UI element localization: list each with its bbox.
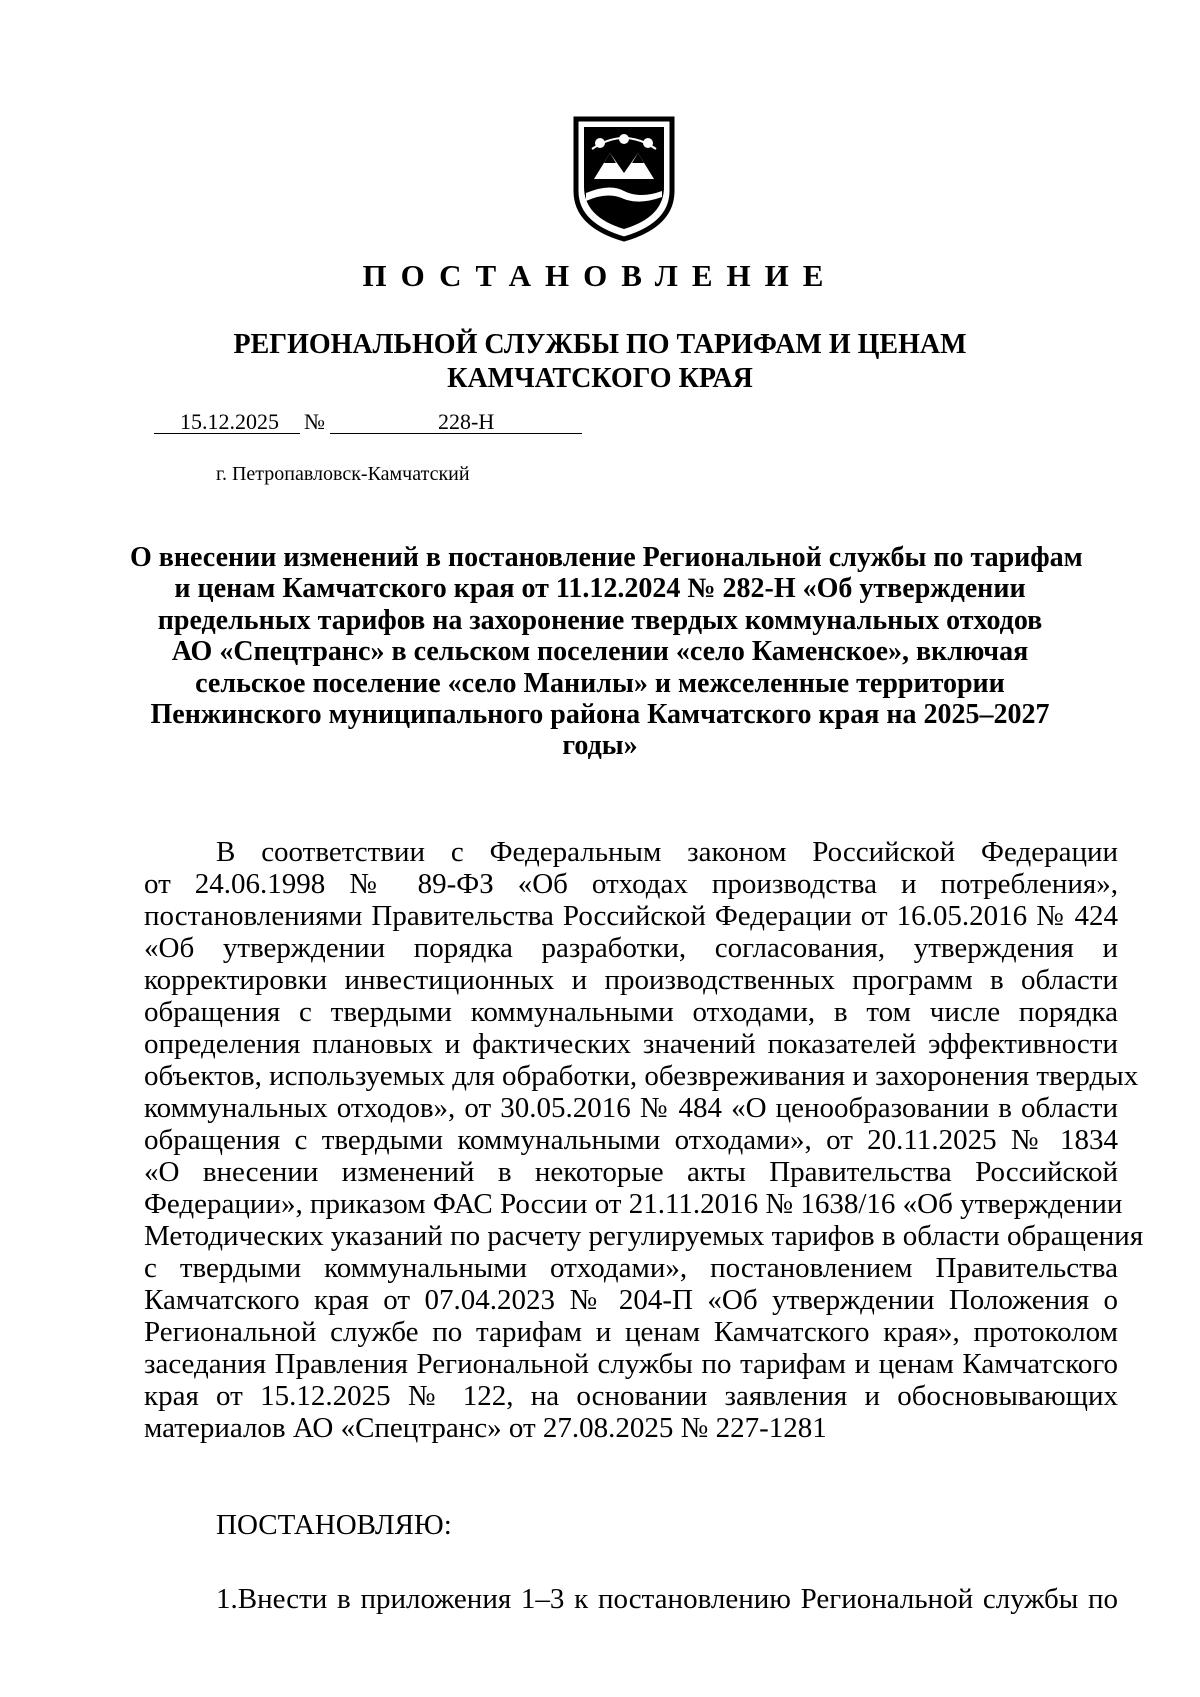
title-line: и ценам Камчатского края от 11.12.2024 № 282-Н «Об утверждении bbox=[174, 573, 1026, 605]
body-line: обращения с твердыми коммунальными отходами», от 20.11.2025 № 1834 bbox=[144, 1124, 1118, 1156]
number-sign: № bbox=[304, 409, 325, 434]
title-line: АО «Спецтранс» в сельском поселении «село Каменское», включая bbox=[171, 636, 1029, 668]
body-line: обращения с твердыми коммунальными отходами, в том числе порядка bbox=[144, 996, 1118, 1028]
body-line: материалов АО «Спецтранс» от 27.08.2025 № 227-1281 bbox=[144, 1412, 827, 1444]
clause-1-text: 1.Внести в приложения 1–3 к постановлению Региональной службы по bbox=[216, 1583, 1118, 1615]
body-line: с твердыми коммунальными отходами», постановлением Правительства bbox=[144, 1252, 1118, 1284]
body-line: коммунальных отходов», от 30.05.2016 № 484 «О ценообразовании в области bbox=[144, 1092, 1118, 1124]
title-line: Пенжинского муниципального района Камчатского края на 2025–2027 bbox=[150, 699, 1050, 731]
body-line: В соответствии с Федеральным законом Российской Федерации bbox=[216, 836, 1118, 868]
document-type-heading: ПОСТАНОВЛЕНИЕ bbox=[362, 258, 838, 293]
document-number: 228-Н bbox=[438, 409, 495, 434]
body-line: Федерации», приказом ФАС России от 21.11.2016 № 1638/16 «Об утверждении bbox=[144, 1188, 1123, 1220]
title-line: О внесении изменений в постановление Региональной службы по тарифам bbox=[130, 542, 1083, 573]
city: г. Петропавловск-Камчатский bbox=[216, 463, 470, 485]
preamble-paragraph bbox=[144, 836, 1144, 1444]
authority-line: КАМЧАТСКОГО КРАЯ bbox=[447, 363, 753, 394]
title-line: годы» bbox=[562, 730, 638, 762]
authority-line: РЕГИОНАЛЬНОЙ СЛУЖБЫ ПО ТАРИФАМ И ЦЕНАМ bbox=[233, 329, 967, 360]
body-line: края от 15.12.2025 № 122, на основании заявления и обосновывающих bbox=[144, 1380, 1118, 1412]
body-line: Региональной службе по тарифам и ценам Камчатского края», протоколом bbox=[144, 1316, 1118, 1348]
body-line: корректировки инвестиционных и производственных программ в области bbox=[144, 964, 1118, 996]
clause-1 bbox=[216, 1582, 1118, 1616]
body-line: заседания Правления Региональной службы по тарифам и ценам Камчатского bbox=[144, 1348, 1118, 1380]
document-title bbox=[130, 542, 1083, 762]
issuing-authority bbox=[0, 328, 1200, 396]
coat-of-arms-icon bbox=[570, 113, 678, 243]
document-date: 15.12.2025 bbox=[180, 409, 279, 434]
body-line: Методических указаний по расчету регулируемых тарифов в области обращения bbox=[144, 1220, 1144, 1252]
body-line: определения плановых и фактических значений показателей эффективности bbox=[144, 1028, 1118, 1060]
body-line: от 24.06.1998 № 89-ФЗ «Об отходах производства и потребления», bbox=[144, 868, 1118, 900]
body-line: «Об утверждении порядка разработки, согласования, утверждения и bbox=[144, 932, 1118, 964]
resolve-heading: ПОСТАНОВЛЯЮ: bbox=[216, 1509, 452, 1541]
body-line: объектов, используемых для обработки, обезвреживания и захоронения твердых bbox=[144, 1060, 1139, 1092]
body-line: «О внесении изменений в некоторые акты Правительства Российской bbox=[144, 1156, 1118, 1188]
title-line: предельных тарифов на захоронение твердых коммунальных отходов bbox=[157, 604, 1043, 636]
body-line: постановлениями Правительства Российской Федерации от 16.05.2016 № 424 bbox=[144, 900, 1118, 932]
body-line: Камчатского края от 07.04.2023 № 204-П «Об утверждении Положения о bbox=[144, 1284, 1118, 1316]
title-line: сельское поселение «село Манилы» и межселенные территории bbox=[195, 667, 1005, 699]
